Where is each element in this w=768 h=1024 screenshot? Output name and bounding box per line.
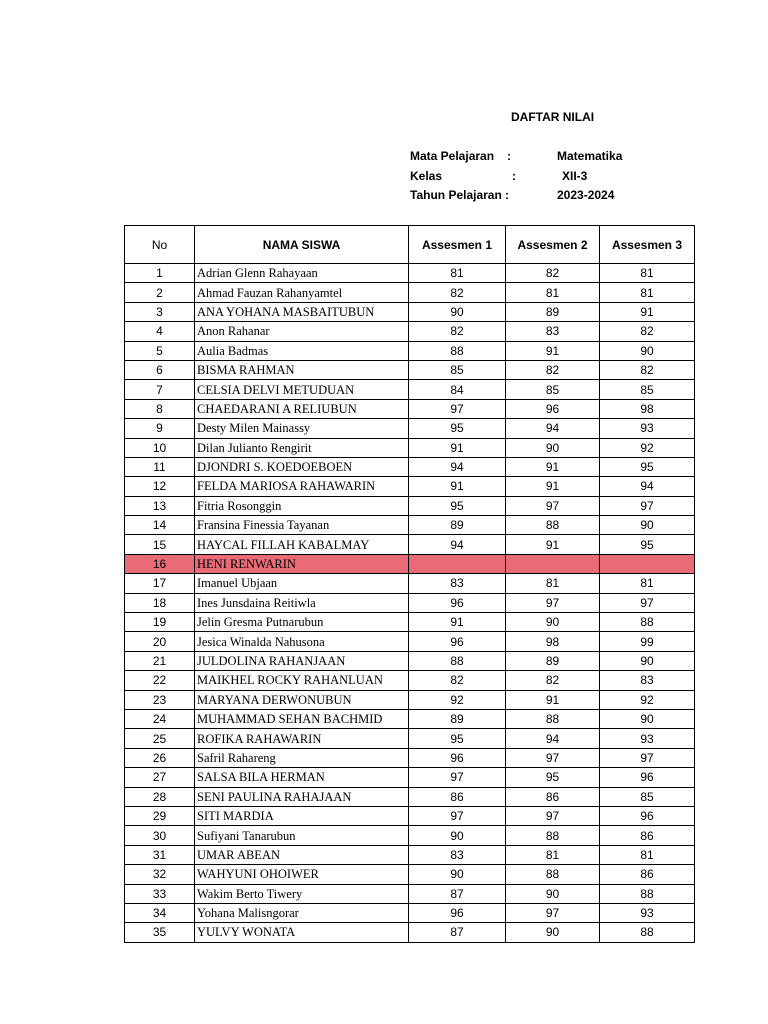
cell-no: 13 [125,496,195,515]
cell-assessment-3: 85 [600,380,695,399]
cell-assessment-2: 82 [506,264,600,283]
cell-assessment-1: 96 [409,748,506,767]
cell-assessment-1: 90 [409,302,506,321]
cell-student-name: BISMA RAHMAN [195,360,409,379]
cell-student-name: Sufiyani Tanarubun [195,826,409,845]
cell-assessment-2: 95 [506,768,600,787]
cell-no: 25 [125,729,195,748]
cell-student-name: HENI RENWARIN [195,554,409,573]
cell-assessment-3: 86 [600,865,695,884]
cell-assessment-3: 95 [600,535,695,554]
table-row [125,516,695,535]
cell-student-name: Yohana Malisngorar [195,903,409,922]
table-row [125,632,695,651]
cell-no: 35 [125,923,195,942]
cell-assessment-3: 85 [600,787,695,806]
cell-assessment-1: 96 [409,593,506,612]
cell-student-name: Desty Milen Mainassy [195,419,409,438]
info-label: Tahun Pelajaran [410,188,502,202]
cell-no: 11 [125,457,195,476]
cell-assessment-3 [600,554,695,573]
table-row [125,322,695,341]
cell-assessment-3: 95 [600,457,695,476]
cell-student-name: Ines Junsdaina Reitiwla [195,593,409,612]
cell-assessment-3: 97 [600,593,695,612]
grades-table [124,225,695,943]
cell-assessment-3: 81 [600,845,695,864]
table-row [125,806,695,825]
cell-assessment-1: 91 [409,438,506,457]
cell-assessment-1: 89 [409,709,506,728]
table-row [125,496,695,515]
cell-assessment-3: 96 [600,806,695,825]
cell-assessment-1 [409,554,506,573]
cell-assessment-3: 97 [600,748,695,767]
cell-student-name: Jelin Gresma Putnarubun [195,613,409,632]
cell-assessment-2: 88 [506,865,600,884]
cell-assessment-3: 90 [600,516,695,535]
table-row [125,671,695,690]
cell-assessment-2: 86 [506,787,600,806]
cell-student-name: Dilan Julianto Rengirit [195,438,409,457]
cell-assessment-3: 81 [600,283,695,302]
cell-student-name: Anon Rahanar [195,322,409,341]
header-assessment-2: Assesmen 2 [506,226,600,264]
table-row [125,341,695,360]
cell-student-name: SITI MARDIA [195,806,409,825]
cell-no: 1 [125,264,195,283]
table-body [125,264,695,943]
cell-no: 29 [125,806,195,825]
cell-student-name: Fitria Rosonggin [195,496,409,515]
cell-assessment-2: 82 [506,671,600,690]
cell-assessment-2: 81 [506,845,600,864]
cell-no: 9 [125,419,195,438]
cell-student-name: CHAEDARANI A RELIUBUN [195,399,409,418]
cell-assessment-1: 88 [409,341,506,360]
table-row [125,477,695,496]
cell-student-name: MUHAMMAD SEHAN BACHMID [195,709,409,728]
cell-assessment-2: 91 [506,477,600,496]
cell-assessment-2: 97 [506,748,600,767]
cell-student-name: MAIKHEL ROCKY RAHANLUAN [195,671,409,690]
table-row [125,690,695,709]
table-row [125,903,695,922]
cell-assessment-1: 95 [409,419,506,438]
cell-assessment-2: 90 [506,923,600,942]
cell-assessment-3: 93 [600,729,695,748]
cell-no: 26 [125,748,195,767]
cell-assessment-2: 85 [506,380,600,399]
cell-assessment-2: 81 [506,574,600,593]
cell-assessment-1: 83 [409,845,506,864]
cell-no: 18 [125,593,195,612]
cell-assessment-3: 90 [600,341,695,360]
cell-assessment-2: 98 [506,632,600,651]
cell-assessment-3: 82 [600,360,695,379]
cell-assessment-2: 97 [506,903,600,922]
cell-no: 10 [125,438,195,457]
header-assessment-3: Assesmen 3 [600,226,695,264]
cell-student-name: Adrian Glenn Rahayaan [195,264,409,283]
cell-assessment-1: 82 [409,322,506,341]
cell-assessment-1: 83 [409,574,506,593]
cell-assessment-2: 81 [506,283,600,302]
cell-assessment-3: 97 [600,496,695,515]
table-row [125,768,695,787]
table-row [125,613,695,632]
cell-assessment-3: 90 [600,651,695,670]
cell-student-name: UMAR ABEAN [195,845,409,864]
header-assessment-1: Assesmen 1 [409,226,506,264]
cell-assessment-3: 93 [600,419,695,438]
cell-assessment-1: 95 [409,496,506,515]
cell-student-name: YULVY WONATA [195,923,409,942]
page-title: DAFTAR NILAI [511,110,595,124]
cell-assessment-3: 81 [600,264,695,283]
cell-assessment-1: 92 [409,690,506,709]
cell-assessment-2: 97 [506,593,600,612]
info-colon: : [505,188,509,202]
cell-assessment-2: 88 [506,826,600,845]
cell-no: 3 [125,302,195,321]
cell-student-name: FELDA MARIOSA RAHAWARIN [195,477,409,496]
info-value: XII-3 [562,169,588,183]
cell-no: 17 [125,574,195,593]
table-row [125,593,695,612]
cell-no: 5 [125,341,195,360]
cell-assessment-3: 92 [600,438,695,457]
cell-assessment-3: 96 [600,768,695,787]
cell-assessment-1: 87 [409,884,506,903]
table-row [125,826,695,845]
cell-no: 28 [125,787,195,806]
table-row [125,787,695,806]
cell-student-name: WAHYUNI OHOIWER [195,865,409,884]
cell-no: 20 [125,632,195,651]
cell-assessment-1: 96 [409,903,506,922]
header-student-name: NAMA SISWA [195,226,409,264]
cell-no: 6 [125,360,195,379]
cell-no: 31 [125,845,195,864]
cell-student-name: Ahmad Fauzan Rahanyamtel [195,283,409,302]
table-row [125,399,695,418]
cell-no: 15 [125,535,195,554]
info-value: 2023-2024 [557,188,615,202]
cell-student-name: DJONDRI S. KOEDOEBOEN [195,457,409,476]
cell-student-name: CELSIA DELVI METUDUAN [195,380,409,399]
cell-assessment-1: 87 [409,923,506,942]
cell-assessment-2: 96 [506,399,600,418]
cell-no: 34 [125,903,195,922]
table-row [125,302,695,321]
cell-student-name: Wakim Berto Tiwery [195,884,409,903]
cell-student-name: SALSA BILA HERMAN [195,768,409,787]
info-label: Mata Pelajaran [410,149,495,163]
cell-assessment-1: 91 [409,477,506,496]
cell-student-name: Fransina Finessia Tayanan [195,516,409,535]
cell-assessment-1: 97 [409,399,506,418]
info-label: Kelas [410,169,443,183]
cell-assessment-1: 94 [409,535,506,554]
cell-no: 7 [125,380,195,399]
cell-assessment-3: 83 [600,671,695,690]
cell-no: 33 [125,884,195,903]
cell-assessment-2: 82 [506,360,600,379]
cell-no: 14 [125,516,195,535]
cell-student-name: JULDOLINA RAHANJAAN [195,651,409,670]
table-row [125,554,695,573]
cell-assessment-1: 95 [409,729,506,748]
table-row [125,923,695,942]
cell-assessment-1: 96 [409,632,506,651]
table-row [125,709,695,728]
cell-assessment-1: 90 [409,826,506,845]
cell-assessment-3: 99 [600,632,695,651]
cell-student-name: Imanuel Ubjaan [195,574,409,593]
cell-assessment-3: 81 [600,574,695,593]
cell-student-name: Aulia Badmas [195,341,409,360]
cell-no: 8 [125,399,195,418]
cell-no: 12 [125,477,195,496]
table-row [125,729,695,748]
cell-assessment-2: 94 [506,729,600,748]
cell-no: 4 [125,322,195,341]
cell-no: 2 [125,283,195,302]
cell-assessment-2: 88 [506,516,600,535]
table-row [125,651,695,670]
cell-assessment-1: 97 [409,806,506,825]
table-row [125,419,695,438]
cell-assessment-1: 82 [409,283,506,302]
cell-no: 22 [125,671,195,690]
cell-no: 21 [125,651,195,670]
table-row [125,574,695,593]
cell-assessment-1: 82 [409,671,506,690]
cell-assessment-2: 97 [506,496,600,515]
cell-student-name: ANA YOHANA MASBAITUBUN [195,302,409,321]
cell-no: 24 [125,709,195,728]
cell-assessment-2: 97 [506,806,600,825]
cell-assessment-2: 91 [506,535,600,554]
cell-assessment-1: 81 [409,264,506,283]
cell-assessment-1: 85 [409,360,506,379]
cell-assessment-3: 91 [600,302,695,321]
cell-student-name: HAYCAL FILLAH KABALMAY [195,535,409,554]
cell-assessment-3: 88 [600,613,695,632]
cell-assessment-2: 89 [506,302,600,321]
cell-assessment-2: 88 [506,709,600,728]
table-row [125,457,695,476]
cell-assessment-3: 94 [600,477,695,496]
cell-no: 27 [125,768,195,787]
cell-assessment-3: 86 [600,826,695,845]
cell-assessment-2: 90 [506,884,600,903]
table-row [125,360,695,379]
cell-assessment-1: 86 [409,787,506,806]
table-row [125,884,695,903]
cell-no: 19 [125,613,195,632]
table-row [125,865,695,884]
cell-assessment-1: 97 [409,768,506,787]
table-row [125,748,695,767]
table-header-row [125,226,695,264]
cell-no: 30 [125,826,195,845]
cell-assessment-1: 88 [409,651,506,670]
cell-assessment-2: 83 [506,322,600,341]
cell-assessment-2: 90 [506,438,600,457]
cell-no: 16 [125,554,195,573]
table-row [125,380,695,399]
table-row [125,438,695,457]
cell-student-name: Jesica Winalda Nahusona [195,632,409,651]
cell-assessment-3: 98 [600,399,695,418]
cell-assessment-2 [506,554,600,573]
cell-assessment-1: 91 [409,613,506,632]
info-colon: : [507,149,511,163]
cell-student-name: Safril Rahareng [195,748,409,767]
cell-assessment-1: 84 [409,380,506,399]
cell-assessment-2: 94 [506,419,600,438]
cell-student-name: ROFIKA RAHAWARIN [195,729,409,748]
table-row [125,283,695,302]
cell-assessment-2: 91 [506,690,600,709]
table-row [125,535,695,554]
cell-assessment-2: 91 [506,457,600,476]
info-colon: : [512,169,516,183]
cell-assessment-3: 92 [600,690,695,709]
cell-no: 32 [125,865,195,884]
cell-assessment-2: 90 [506,613,600,632]
cell-assessment-2: 89 [506,651,600,670]
cell-assessment-1: 94 [409,457,506,476]
cell-student-name: SENI PAULINA RAHAJAAN [195,787,409,806]
cell-assessment-3: 88 [600,923,695,942]
cell-assessment-1: 89 [409,516,506,535]
info-value: Matematika [557,149,623,163]
cell-assessment-3: 93 [600,903,695,922]
cell-assessment-3: 82 [600,322,695,341]
cell-assessment-2: 91 [506,341,600,360]
table-row [125,845,695,864]
cell-assessment-3: 88 [600,884,695,903]
cell-assessment-1: 90 [409,865,506,884]
table-row [125,264,695,283]
cell-student-name: MARYANA DERWONUBUN [195,690,409,709]
cell-no: 23 [125,690,195,709]
header-no: No [125,226,195,264]
cell-assessment-3: 90 [600,709,695,728]
